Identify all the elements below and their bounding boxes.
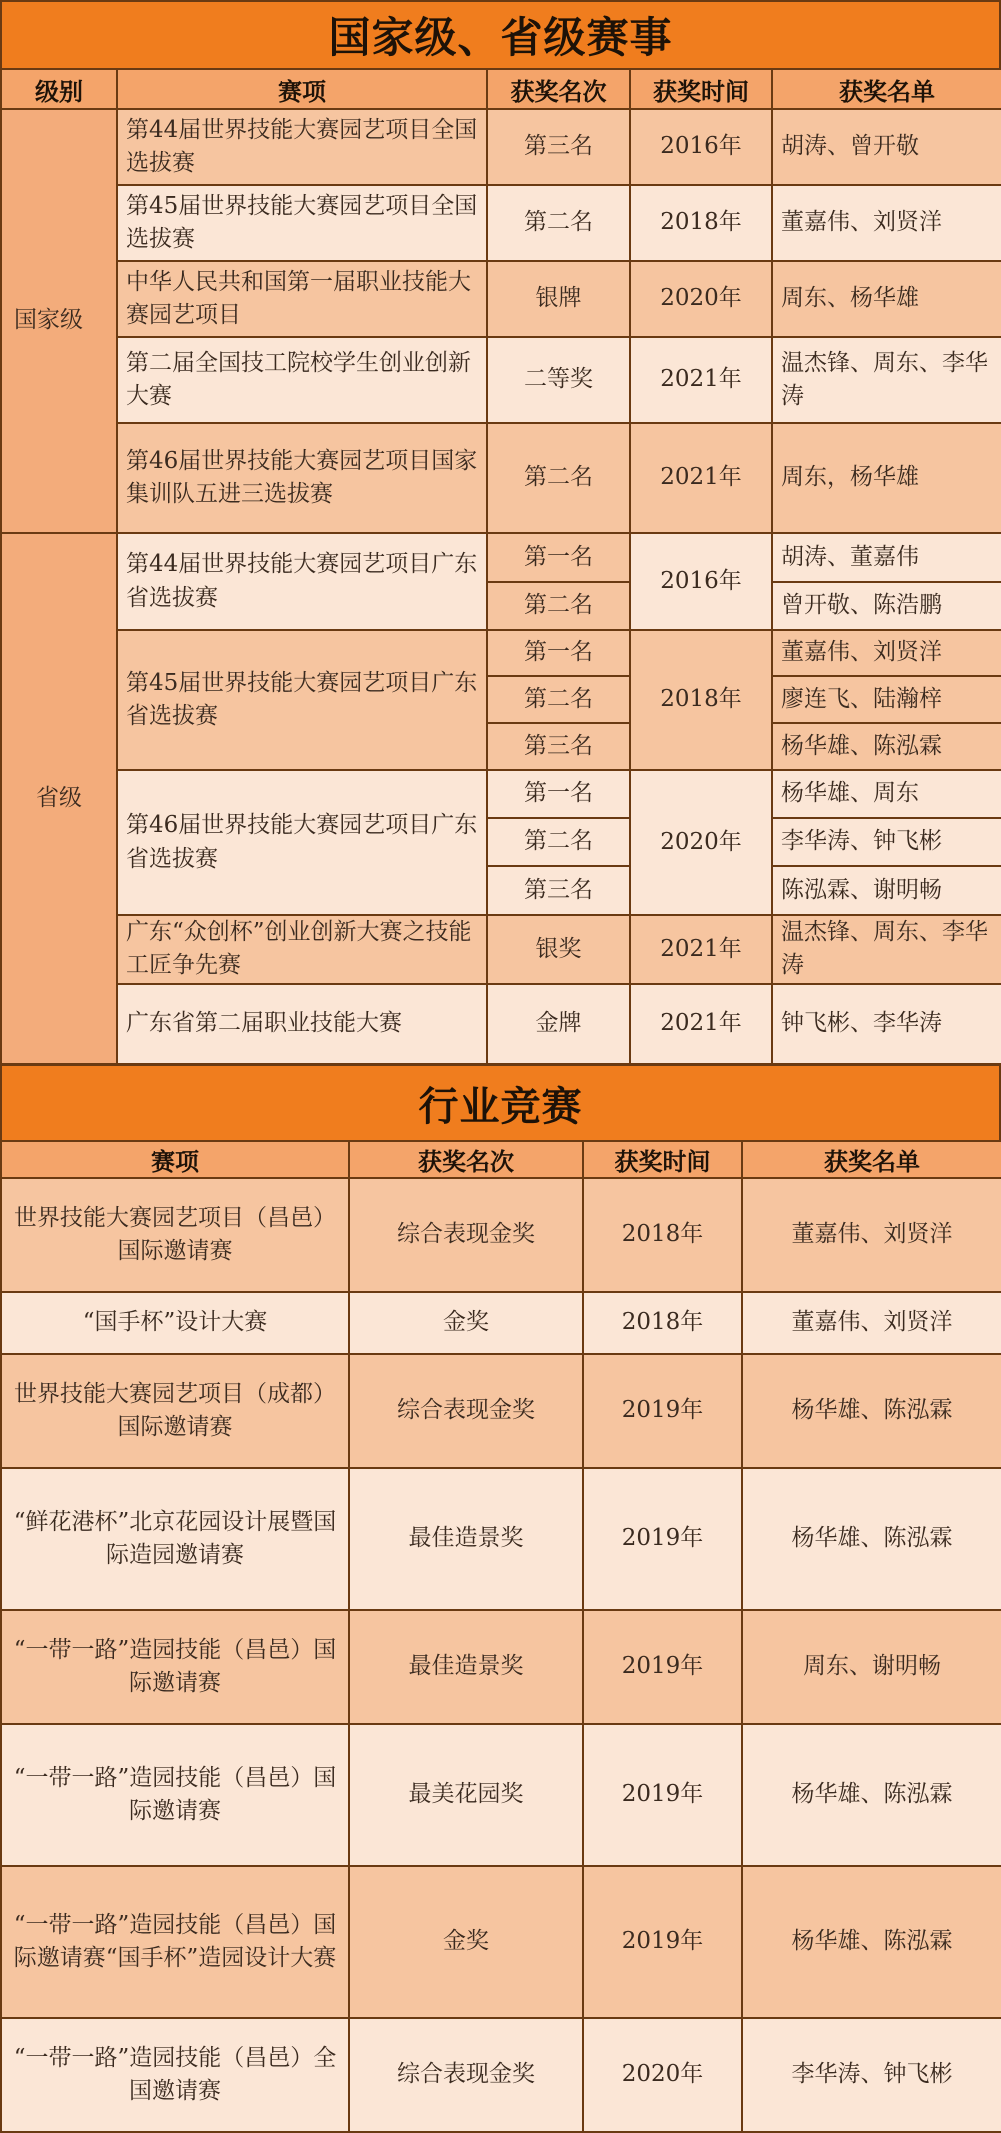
event-cell: 第46届世界技能大赛园艺项目广东省选拔赛 — [117, 770, 487, 915]
rank-cell: 综合表现金奖 — [349, 2018, 583, 2132]
year-cell: 2016年 — [630, 109, 772, 185]
table-row — [1, 533, 1001, 582]
rank-cell: 第三名 — [487, 109, 630, 185]
year-cell: 2018年 — [630, 630, 772, 770]
rank-cell: 综合表现金奖 — [349, 1354, 583, 1468]
header-rank: 获奖名次 — [349, 1141, 583, 1178]
rank-cell: 第二名 — [487, 582, 630, 630]
rank-cell: 第一名 — [487, 630, 630, 676]
year-cell: 2018年 — [630, 185, 772, 261]
rank-cell: 第二名 — [487, 818, 630, 866]
rank-cell: 银牌 — [487, 261, 630, 337]
level-cell-national: 国家级 — [1, 109, 117, 533]
event-cell: “一带一路”造园技能（昌邑）国际邀请赛“国手杯”造园设计大赛 — [1, 1866, 349, 2018]
names-cell: 陈泓霖、谢明畅 — [772, 866, 1001, 915]
event-cell: “鲜花港杯”北京花园设计展暨国际造园邀请赛 — [1, 1468, 349, 1610]
section-title-industry — [0, 1064, 1001, 1142]
rank-cell: 第二名 — [487, 185, 630, 261]
rank-cell: 第一名 — [487, 533, 630, 582]
names-cell: 杨华雄、周东 — [772, 770, 1001, 818]
names-cell: 李华涛、钟飞彬 — [772, 818, 1001, 866]
table-row — [1, 1292, 1001, 1354]
event-cell: “一带一路”造园技能（昌邑）全国邀请赛 — [1, 2018, 349, 2132]
rank-cell: 最佳造景奖 — [349, 1610, 583, 1724]
table-row — [1, 337, 1001, 423]
year-cell: 2018年 — [583, 1178, 742, 1292]
names-cell: 周东、谢明畅 — [742, 1610, 1001, 1724]
event-cell: 广东省第二届职业技能大赛 — [117, 984, 487, 1064]
event-cell: 广东“众创杯”创业创新大赛之技能工匠争先赛 — [117, 915, 487, 984]
year-cell: 2021年 — [630, 915, 772, 984]
header-row — [1, 69, 1001, 109]
table-row — [1, 1866, 1001, 2018]
year-cell: 2019年 — [583, 1354, 742, 1468]
rank-cell: 二等奖 — [487, 337, 630, 423]
table-row — [1, 185, 1001, 261]
table-row — [1, 109, 1001, 185]
event-cell: “国手杯”设计大赛 — [1, 1292, 349, 1354]
header-names: 获奖名单 — [772, 69, 1001, 109]
names-cell: 董嘉伟、刘贤洋 — [772, 185, 1001, 261]
rank-cell: 第三名 — [487, 723, 630, 770]
names-cell: 胡涛、董嘉伟 — [772, 533, 1001, 582]
names-cell: 周东，杨华雄 — [772, 423, 1001, 533]
year-cell: 2019年 — [583, 1468, 742, 1610]
table-row — [1, 1178, 1001, 1292]
event-cell: 第45届世界技能大赛园艺项目全国选拔赛 — [117, 185, 487, 261]
year-cell: 2016年 — [630, 533, 772, 630]
names-cell: 杨华雄、陈泓霖 — [742, 1724, 1001, 1866]
event-cell: 世界技能大赛园艺项目（昌邑）国际邀请赛 — [1, 1178, 349, 1292]
event-cell: 世界技能大赛园艺项目（成都）国际邀请赛 — [1, 1354, 349, 1468]
header-rank: 获奖名次 — [487, 69, 630, 109]
header-year: 获奖时间 — [583, 1141, 742, 1178]
table-row — [1, 2018, 1001, 2132]
section-title-text: 国家级、省级赛事 — [328, 13, 673, 62]
year-cell: 2019年 — [583, 1724, 742, 1866]
rank-cell: 银奖 — [487, 915, 630, 984]
names-cell: 杨华雄、陈泓霖 — [742, 1354, 1001, 1468]
year-cell: 2021年 — [630, 337, 772, 423]
names-cell: 杨华雄、陈泓霖 — [772, 723, 1001, 770]
rank-cell: 综合表现金奖 — [349, 1178, 583, 1292]
names-cell: 董嘉伟、刘贤洋 — [742, 1178, 1001, 1292]
table-row — [1, 423, 1001, 533]
table-row — [1, 1610, 1001, 1724]
names-cell: 李华涛、钟飞彬 — [742, 2018, 1001, 2132]
header-row — [1, 1141, 1001, 1178]
table-row — [1, 630, 1001, 676]
names-cell: 钟飞彬、李华涛 — [772, 984, 1001, 1064]
industry-competition-table — [0, 1140, 1001, 2133]
header-event: 赛项 — [117, 69, 487, 109]
event-cell: 第46届世界技能大赛园艺项目国家集训队五进三选拔赛 — [117, 423, 487, 533]
header-event: 赛项 — [1, 1141, 349, 1178]
rank-cell: 第三名 — [487, 866, 630, 915]
table-row — [1, 770, 1001, 818]
header-names: 获奖名单 — [742, 1141, 1001, 1178]
names-cell: 杨华雄、陈泓霖 — [742, 1866, 1001, 2018]
names-cell: 温杰锋、周东、李华涛 — [772, 337, 1001, 423]
rank-cell: 第一名 — [487, 770, 630, 818]
table-row — [1, 984, 1001, 1064]
event-cell: 第二届全国技工院校学生创业创新大赛 — [117, 337, 487, 423]
names-cell: 周东、杨华雄 — [772, 261, 1001, 337]
table-row — [1, 1468, 1001, 1610]
names-cell: 胡涛、曾开敬 — [772, 109, 1001, 185]
table-row — [1, 915, 1001, 984]
rank-cell: 金奖 — [349, 1292, 583, 1354]
year-cell: 2020年 — [583, 2018, 742, 2132]
names-cell: 董嘉伟、刘贤洋 — [742, 1292, 1001, 1354]
names-cell: 曾开敬、陈浩鹏 — [772, 582, 1001, 630]
names-cell: 温杰锋、周东、李华涛 — [772, 915, 1001, 984]
event-cell: 中华人民共和国第一届职业技能大赛园艺项目 — [117, 261, 487, 337]
rank-cell: 第二名 — [487, 676, 630, 723]
year-cell: 2021年 — [630, 984, 772, 1064]
names-cell: 董嘉伟、刘贤洋 — [772, 630, 1001, 676]
rank-cell: 第二名 — [487, 423, 630, 533]
names-cell: 杨华雄、陈泓霖 — [742, 1468, 1001, 1610]
rank-cell: 金牌 — [487, 984, 630, 1064]
section-title-text: 行业竞赛 — [418, 1083, 583, 1130]
year-cell: 2019年 — [583, 1610, 742, 1724]
year-cell: 2019年 — [583, 1866, 742, 2018]
rank-cell: 最美花园奖 — [349, 1724, 583, 1866]
table-row — [1, 261, 1001, 337]
header-level: 级别 — [1, 69, 117, 109]
event-cell: “一带一路”造园技能（昌邑）国际邀请赛 — [1, 1610, 349, 1724]
table-row — [1, 1724, 1001, 1866]
year-cell: 2021年 — [630, 423, 772, 533]
names-cell: 廖连飞、陆瀚梓 — [772, 676, 1001, 723]
section-title-national-provincial — [0, 0, 1001, 70]
level-cell-provincial: 省级 — [1, 533, 117, 1064]
rank-cell: 金奖 — [349, 1866, 583, 2018]
national-provincial-table — [0, 68, 1001, 1065]
event-cell: “一带一路”造园技能（昌邑）国际邀请赛 — [1, 1724, 349, 1866]
rank-cell: 最佳造景奖 — [349, 1468, 583, 1610]
header-year: 获奖时间 — [630, 69, 772, 109]
year-cell: 2020年 — [630, 261, 772, 337]
event-cell: 第44届世界技能大赛园艺项目广东省选拔赛 — [117, 533, 487, 630]
event-cell: 第44届世界技能大赛园艺项目全国选拔赛 — [117, 109, 487, 185]
table-row — [1, 1354, 1001, 1468]
year-cell: 2020年 — [630, 770, 772, 915]
event-cell: 第45届世界技能大赛园艺项目广东省选拔赛 — [117, 630, 487, 770]
year-cell: 2018年 — [583, 1292, 742, 1354]
